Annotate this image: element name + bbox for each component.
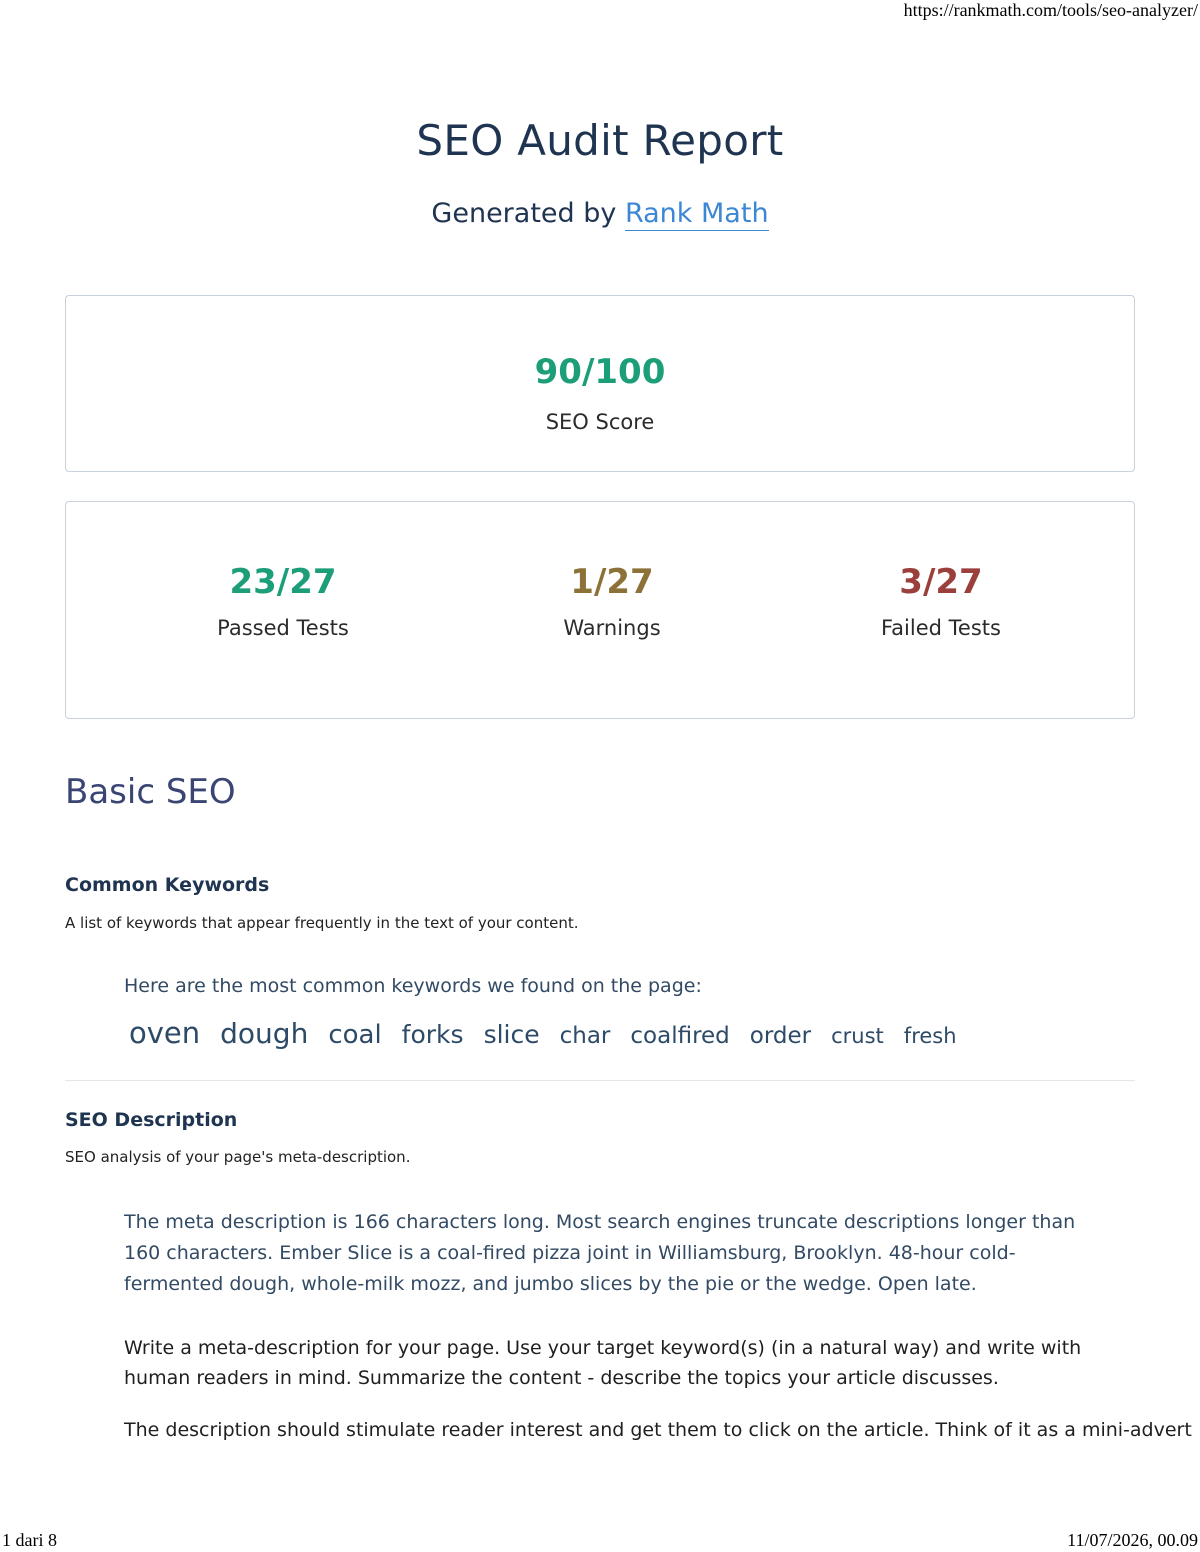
print-footer-page: 1 dari 8: [2, 1530, 57, 1550]
warnings-value: 1/27: [570, 562, 654, 602]
failed-tests-stat: [791, 562, 1091, 640]
seo-score-value: 90/100: [534, 352, 666, 392]
failed-tests-value: 3/27: [899, 562, 983, 602]
rank-math-link[interactable]: Rank Math: [624, 198, 769, 229]
keyword-item: char: [559, 1023, 611, 1049]
meta-description-advice-2: The description should stimulate reader interest and get them to click on the article. Think of it as a mini-advert: [124, 1419, 1192, 1441]
section-divider: [65, 1080, 1135, 1081]
generated-by-prefix: Generated by: [431, 198, 617, 229]
passed-tests-stat: [133, 562, 433, 640]
seo-description-title: SEO Description: [65, 1109, 238, 1131]
keyword-item: crust: [831, 1024, 884, 1048]
warnings-label: Warnings: [563, 616, 661, 640]
keyword-item: forks: [401, 1020, 464, 1049]
meta-description-result: The meta description is 166 characters long. Most search engines truncate descriptions longer than 160 characters. Ember Slice is a coal-fired pizza joint in Williamsburg, Brooklyn. 48-hour cold-fermented dough, whole-milk mozz, and jumbo slices by the pie or the wedge. Open late.: [124, 1211, 1076, 1295]
test-stats-card: [65, 501, 1135, 719]
keyword-item: order: [749, 1023, 812, 1049]
print-footer-datetime: 11/07/2026, 00.09: [1067, 1530, 1198, 1550]
keyword-item: slice: [483, 1020, 540, 1049]
keyword-item: coalfired: [630, 1023, 730, 1049]
passed-tests-label: Passed Tests: [217, 616, 349, 640]
failed-tests-label: Failed Tests: [881, 616, 1001, 640]
common-keywords-title: Common Keywords: [65, 874, 270, 896]
print-header-url: https://rankmath.com/tools/seo-analyzer/: [903, 0, 1198, 20]
generated-by: [0, 198, 1200, 229]
keyword-item: coal: [328, 1020, 382, 1050]
seo-score-card: [65, 295, 1135, 472]
keyword-cloud: [129, 1016, 977, 1050]
keywords-intro: Here are the most common keywords we found on the page:: [124, 975, 702, 997]
seo-description-description: SEO analysis of your page's meta-description.: [65, 1148, 411, 1166]
keyword-item: fresh: [903, 1024, 957, 1048]
basic-seo-heading: Basic SEO: [65, 772, 236, 812]
common-keywords-description: A list of keywords that appear frequently in the text of your content.: [65, 914, 579, 932]
keyword-item: oven: [129, 1016, 201, 1050]
page-title: SEO Audit Report: [416, 116, 784, 165]
passed-tests-value: 23/27: [229, 562, 337, 602]
seo-score-label: SEO Score: [545, 410, 655, 434]
meta-description-advice-1: Write a meta-description for your page. Use your target keyword(s) (in a natural way) and write with human readers in mind. Summarize the content - describe the topics your article discusses.: [124, 1337, 1082, 1389]
warnings-stat: [462, 562, 762, 640]
keyword-item: dough: [220, 1017, 309, 1050]
